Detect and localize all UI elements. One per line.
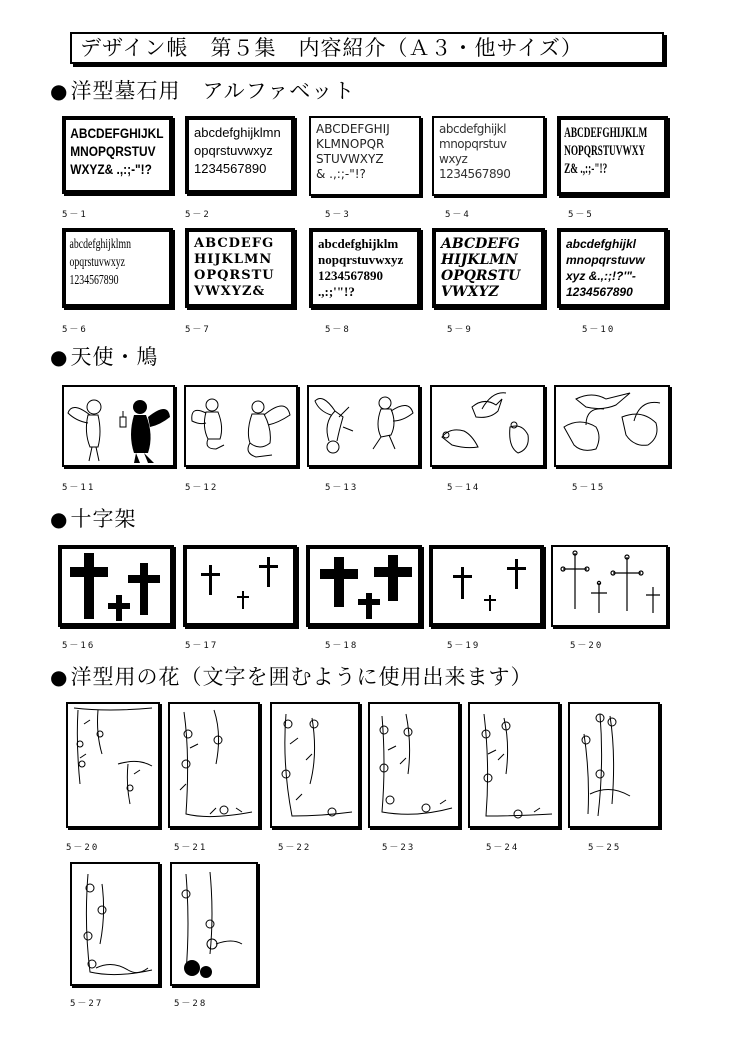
item-code: 5－19: [447, 641, 481, 651]
item-code: 5－28: [174, 999, 208, 1009]
alphabet-sample-5-5: [557, 116, 668, 196]
cross-image-5-20: [551, 545, 668, 627]
section-heading-alphabet: [50, 78, 355, 104]
section-heading-text: 洋型用の花（文字を囲むように使用出来ます）: [70, 665, 533, 689]
item-code: 5－18: [325, 641, 359, 651]
angel-figure-icon: [64, 387, 173, 465]
item-code: 5－12: [185, 483, 219, 493]
flower-vine-icon: [470, 704, 558, 826]
dove-image-5-15: [554, 385, 670, 467]
font-sample-text: abcdefghijkl mnopqrstuv wxyz 1234567890: [439, 122, 511, 181]
cross-image-5-18: [306, 545, 422, 627]
dove-image-5-14: [430, 385, 545, 467]
item-code: 5－11: [62, 483, 96, 493]
item-code: 5－8: [325, 325, 351, 335]
flower-vine-icon: [570, 704, 658, 826]
font-sample-text: ABCDEFGHIJ KLMNOPQR STUVWXYZ & .,:;-"!?: [316, 122, 390, 181]
item-code: 5－16: [62, 641, 96, 651]
alphabet-sample-5-4: [432, 116, 545, 196]
angel-figure-icon: [309, 387, 418, 465]
item-code: 5－14: [447, 483, 481, 493]
flower-image-5-27: [70, 862, 160, 986]
cross-icon: [187, 549, 293, 623]
section-heading-text: 天使・鳩: [70, 345, 159, 369]
cross-icon: [553, 547, 666, 625]
item-code: 5－20: [570, 641, 604, 651]
section-heading-text: 洋型墓石用 アルファベット: [70, 79, 356, 103]
item-code: 5－17: [185, 641, 219, 651]
flower-vine-icon: [170, 704, 258, 826]
flower-image-5-28: [170, 862, 258, 986]
item-code: 5－27: [70, 999, 104, 1009]
angel-image-5-13: [307, 385, 420, 467]
flower-vine-icon: [68, 704, 158, 826]
item-code: 5－5: [568, 210, 594, 220]
alphabet-sample-5-6: [62, 228, 173, 308]
section-heading-text: 十字架: [70, 507, 137, 531]
item-code: 5－24: [486, 843, 520, 853]
bullet-icon: ●: [50, 665, 69, 689]
item-code: 5－3: [325, 210, 351, 220]
item-code: 5－2: [185, 210, 211, 220]
angel-image-5-12: [184, 385, 298, 467]
cross-image-5-17: [183, 545, 297, 627]
flower-image-5-23: [368, 702, 460, 828]
flower-vine-icon: [172, 864, 256, 984]
dove-icon: [556, 387, 668, 465]
font-sample-text: ABCDEFGHIJKL MNOPQRSTUV WXYZ& .,:;-"!?: [70, 125, 164, 177]
item-code: 5－22: [278, 843, 312, 853]
cross-image-5-19: [429, 545, 544, 627]
alphabet-sample-5-8: [309, 228, 421, 308]
angel-figure-icon: [186, 387, 296, 465]
font-sample-text: abcdefghijkl mnopqrstuvw xyz &.,:;!?'"- 1234567890: [566, 237, 645, 299]
cross-image-5-16: [58, 545, 174, 627]
cross-icon: [310, 549, 418, 623]
page-title: デザイン帳 第５集 内容紹介（Ａ３・他サイズ）: [70, 32, 664, 64]
item-code: 5－23: [382, 843, 416, 853]
flower-vine-icon: [272, 704, 358, 826]
item-code: 5－4: [445, 210, 471, 220]
font-sample-text: ABCDEFGHIJKLM NOPQRSTUVWXY Z& .,:;-"!?: [564, 125, 648, 177]
flower-image-5-21: [168, 702, 260, 828]
flower-vine-icon: [72, 864, 158, 984]
alphabet-sample-5-1: [62, 116, 173, 194]
angel-image-5-11: [62, 385, 175, 467]
bullet-icon: ●: [50, 345, 69, 369]
item-code: 5－20: [66, 843, 100, 853]
flower-vine-icon: [370, 704, 458, 826]
section-heading-flowers: [50, 664, 532, 690]
font-sample-text: ABCDEFG HIJKLMN OPQRSTU VWXYZ: [441, 236, 521, 300]
item-code: 5－15: [572, 483, 606, 493]
alphabet-sample-5-2: [185, 116, 295, 194]
dove-icon: [432, 387, 543, 465]
font-sample-text: abcdefghijklmn opqrstuvwxyz 1234567890: [69, 237, 132, 288]
flower-image-5-22: [270, 702, 360, 828]
item-code: 5－7: [185, 325, 211, 335]
section-heading-crosses: [50, 506, 136, 532]
alphabet-sample-5-7: [185, 228, 295, 308]
flower-image-5-20: [66, 702, 160, 828]
font-sample-text: abcdefghijklmn opqrstuvwxyz 1234567890: [194, 125, 281, 176]
cross-icon: [433, 549, 540, 623]
font-sample-text: abcdefghijklm nopqrstuvwxyz 1234567890 .,:;'"!?: [318, 236, 404, 299]
alphabet-sample-5-9: [432, 228, 545, 308]
bullet-icon: ●: [50, 79, 69, 103]
item-code: 5－9: [447, 325, 473, 335]
font-sample-text: ABCDEFG HIJKLMN OPQRSTU VWXYZ&: [194, 236, 275, 299]
item-code: 5－1: [62, 210, 88, 220]
flower-image-5-25: [568, 702, 660, 828]
flower-image-5-24: [468, 702, 560, 828]
cross-icon: [62, 549, 170, 623]
bullet-icon: ●: [50, 507, 69, 531]
alphabet-sample-5-3: [309, 116, 421, 196]
item-code: 5－25: [588, 843, 622, 853]
section-heading-angels: [50, 344, 158, 370]
item-code: 5－21: [174, 843, 208, 853]
item-code: 5－10: [582, 325, 616, 335]
item-code: 5－13: [325, 483, 359, 493]
item-code: 5－6: [62, 325, 88, 335]
alphabet-sample-5-10: [557, 228, 668, 308]
